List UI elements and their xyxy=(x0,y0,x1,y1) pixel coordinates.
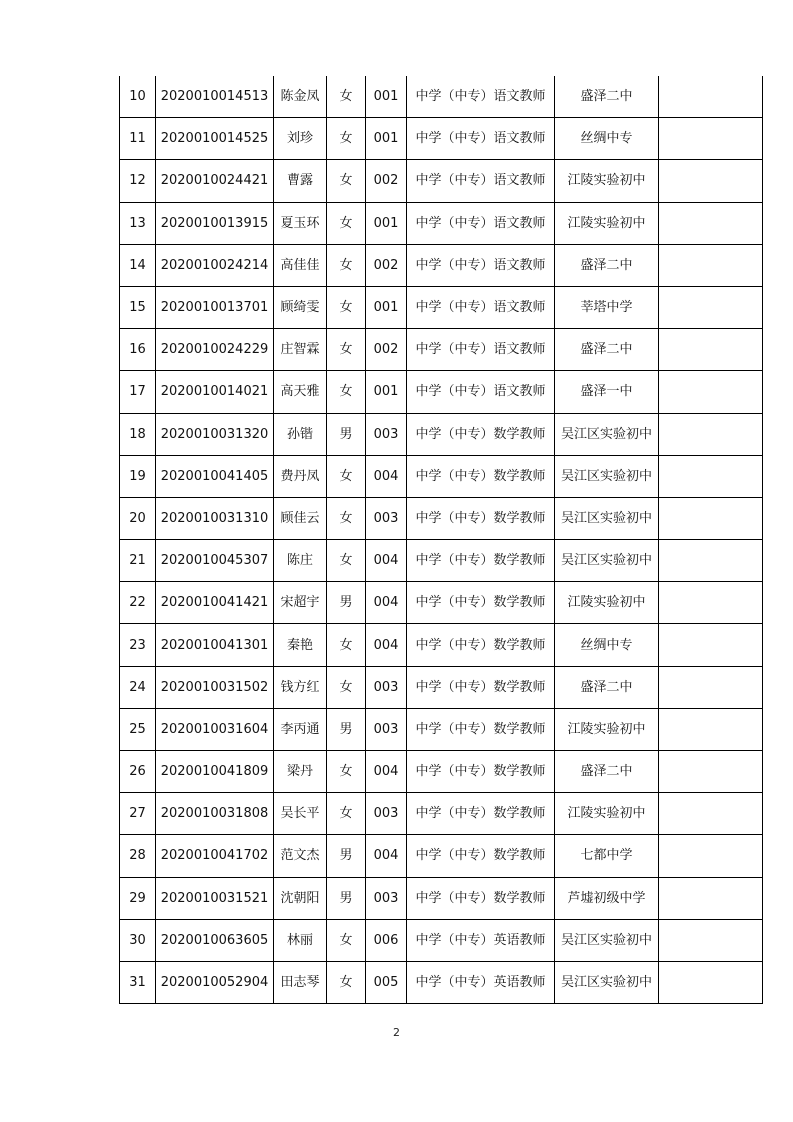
position-code-cell: 003 xyxy=(366,793,407,835)
table-row xyxy=(120,835,763,877)
position-code-cell: 001 xyxy=(366,76,407,118)
position-cell: 中学（中专）语文教师 xyxy=(407,118,555,160)
exam-id-cell: 2020010031604 xyxy=(156,708,274,750)
roster-body xyxy=(120,76,763,1004)
gender-cell: 女 xyxy=(327,371,366,413)
school-cell: 盛泽二中 xyxy=(555,666,659,708)
school-cell: 江陵实验初中 xyxy=(555,160,659,202)
position-code-cell: 003 xyxy=(366,877,407,919)
row-number-cell: 31 xyxy=(120,961,156,1003)
candidate-name-cell: 李丙通 xyxy=(274,708,327,750)
candidate-name-cell: 高天雅 xyxy=(274,371,327,413)
candidate-name-cell: 沈朝阳 xyxy=(274,877,327,919)
position-cell: 中学（中专）数学教师 xyxy=(407,708,555,750)
gender-cell: 女 xyxy=(327,202,366,244)
school-cell: 吴江区实验初中 xyxy=(555,540,659,582)
row-number-cell: 13 xyxy=(120,202,156,244)
note-cell xyxy=(659,202,763,244)
school-cell: 吴江区实验初中 xyxy=(555,919,659,961)
candidate-name-cell: 宋超宇 xyxy=(274,582,327,624)
page-number: 2 xyxy=(393,1026,400,1039)
gender-cell: 男 xyxy=(327,582,366,624)
position-cell: 中学（中专）语文教师 xyxy=(407,76,555,118)
note-cell xyxy=(659,708,763,750)
school-cell: 丝绸中专 xyxy=(555,624,659,666)
note-cell xyxy=(659,919,763,961)
position-code-cell: 005 xyxy=(366,961,407,1003)
school-cell: 吴江区实验初中 xyxy=(555,961,659,1003)
note-cell xyxy=(659,497,763,539)
school-cell: 盛泽二中 xyxy=(555,329,659,371)
gender-cell: 女 xyxy=(327,497,366,539)
gender-cell: 女 xyxy=(327,793,366,835)
gender-cell: 女 xyxy=(327,919,366,961)
position-cell: 中学（中专）语文教师 xyxy=(407,160,555,202)
position-code-cell: 001 xyxy=(366,286,407,328)
exam-id-cell: 2020010014513 xyxy=(156,76,274,118)
position-cell: 中学（中专）英语教师 xyxy=(407,919,555,961)
position-code-cell: 004 xyxy=(366,582,407,624)
roster-table xyxy=(119,76,763,1004)
note-cell xyxy=(659,582,763,624)
position-cell: 中学（中专）数学教师 xyxy=(407,540,555,582)
position-code-cell: 004 xyxy=(366,624,407,666)
candidate-name-cell: 钱方红 xyxy=(274,666,327,708)
candidate-name-cell: 高佳佳 xyxy=(274,244,327,286)
school-cell: 江陵实验初中 xyxy=(555,793,659,835)
school-cell: 盛泽二中 xyxy=(555,76,659,118)
row-number-cell: 10 xyxy=(120,76,156,118)
gender-cell: 男 xyxy=(327,877,366,919)
position-code-cell: 003 xyxy=(366,708,407,750)
position-code-cell: 002 xyxy=(366,244,407,286)
note-cell xyxy=(659,160,763,202)
table-row xyxy=(120,371,763,413)
table-row xyxy=(120,118,763,160)
table-row xyxy=(120,751,763,793)
school-cell: 吴江区实验初中 xyxy=(555,497,659,539)
row-number-cell: 21 xyxy=(120,540,156,582)
position-cell: 中学（中专）数学教师 xyxy=(407,835,555,877)
row-number-cell: 29 xyxy=(120,877,156,919)
note-cell xyxy=(659,455,763,497)
school-cell: 盛泽二中 xyxy=(555,751,659,793)
note-cell xyxy=(659,244,763,286)
note-cell xyxy=(659,961,763,1003)
exam-id-cell: 2020010063605 xyxy=(156,919,274,961)
row-number-cell: 11 xyxy=(120,118,156,160)
exam-id-cell: 2020010024229 xyxy=(156,329,274,371)
exam-id-cell: 2020010052904 xyxy=(156,961,274,1003)
table-row xyxy=(120,455,763,497)
note-cell xyxy=(659,413,763,455)
candidate-name-cell: 范文杰 xyxy=(274,835,327,877)
gender-cell: 女 xyxy=(327,118,366,160)
school-cell: 芦墟初级中学 xyxy=(555,877,659,919)
position-cell: 中学（中专）数学教师 xyxy=(407,751,555,793)
table-row xyxy=(120,286,763,328)
table-row xyxy=(120,793,763,835)
table-row xyxy=(120,919,763,961)
position-cell: 中学（中专）数学教师 xyxy=(407,497,555,539)
note-cell xyxy=(659,751,763,793)
table-row xyxy=(120,244,763,286)
position-cell: 中学（中专）数学教师 xyxy=(407,793,555,835)
gender-cell: 男 xyxy=(327,708,366,750)
table-row xyxy=(120,329,763,371)
note-cell xyxy=(659,329,763,371)
row-number-cell: 20 xyxy=(120,497,156,539)
row-number-cell: 30 xyxy=(120,919,156,961)
candidate-name-cell: 顾佳云 xyxy=(274,497,327,539)
position-cell: 中学（中专）数学教师 xyxy=(407,582,555,624)
candidate-name-cell: 陈庄 xyxy=(274,540,327,582)
gender-cell: 女 xyxy=(327,244,366,286)
exam-id-cell: 2020010041421 xyxy=(156,582,274,624)
note-cell xyxy=(659,540,763,582)
gender-cell: 女 xyxy=(327,961,366,1003)
row-number-cell: 25 xyxy=(120,708,156,750)
position-cell: 中学（中专）数学教师 xyxy=(407,413,555,455)
row-number-cell: 24 xyxy=(120,666,156,708)
position-code-cell: 004 xyxy=(366,835,407,877)
position-cell: 中学（中专）数学教师 xyxy=(407,877,555,919)
row-number-cell: 19 xyxy=(120,455,156,497)
candidate-name-cell: 顾绮雯 xyxy=(274,286,327,328)
position-cell: 中学（中专）语文教师 xyxy=(407,202,555,244)
exam-id-cell: 2020010045307 xyxy=(156,540,274,582)
school-cell: 吴江区实验初中 xyxy=(555,413,659,455)
note-cell xyxy=(659,793,763,835)
exam-id-cell: 2020010024421 xyxy=(156,160,274,202)
exam-id-cell: 2020010014525 xyxy=(156,118,274,160)
note-cell xyxy=(659,76,763,118)
position-cell: 中学（中专）数学教师 xyxy=(407,455,555,497)
position-cell: 中学（中专）语文教师 xyxy=(407,286,555,328)
position-cell: 中学（中专）语文教师 xyxy=(407,244,555,286)
candidate-name-cell: 林丽 xyxy=(274,919,327,961)
candidate-name-cell: 吴长平 xyxy=(274,793,327,835)
row-number-cell: 22 xyxy=(120,582,156,624)
position-cell: 中学（中专）数学教师 xyxy=(407,666,555,708)
school-cell: 江陵实验初中 xyxy=(555,582,659,624)
school-cell: 盛泽二中 xyxy=(555,244,659,286)
table-row xyxy=(120,624,763,666)
table-row xyxy=(120,202,763,244)
position-cell: 中学（中专）英语教师 xyxy=(407,961,555,1003)
position-code-cell: 003 xyxy=(366,413,407,455)
note-cell xyxy=(659,666,763,708)
position-cell: 中学（中专）语文教师 xyxy=(407,329,555,371)
note-cell xyxy=(659,877,763,919)
row-number-cell: 16 xyxy=(120,329,156,371)
candidate-name-cell: 庄智霖 xyxy=(274,329,327,371)
row-number-cell: 17 xyxy=(120,371,156,413)
school-cell: 江陵实验初中 xyxy=(555,708,659,750)
exam-id-cell: 2020010013915 xyxy=(156,202,274,244)
row-number-cell: 28 xyxy=(120,835,156,877)
position-cell: 中学（中专）语文教师 xyxy=(407,371,555,413)
note-cell xyxy=(659,286,763,328)
gender-cell: 女 xyxy=(327,540,366,582)
row-number-cell: 23 xyxy=(120,624,156,666)
row-number-cell: 27 xyxy=(120,793,156,835)
candidate-name-cell: 费丹凤 xyxy=(274,455,327,497)
note-cell xyxy=(659,118,763,160)
position-code-cell: 004 xyxy=(366,540,407,582)
school-cell: 七都中学 xyxy=(555,835,659,877)
gender-cell: 女 xyxy=(327,160,366,202)
row-number-cell: 14 xyxy=(120,244,156,286)
gender-cell: 女 xyxy=(327,751,366,793)
position-code-cell: 004 xyxy=(366,751,407,793)
table-row xyxy=(120,708,763,750)
row-number-cell: 18 xyxy=(120,413,156,455)
school-cell: 吴江区实验初中 xyxy=(555,455,659,497)
position-code-cell: 001 xyxy=(366,118,407,160)
exam-id-cell: 2020010014021 xyxy=(156,371,274,413)
gender-cell: 女 xyxy=(327,666,366,708)
candidate-name-cell: 梁丹 xyxy=(274,751,327,793)
school-cell: 丝绸中专 xyxy=(555,118,659,160)
exam-id-cell: 2020010031320 xyxy=(156,413,274,455)
candidate-name-cell: 曹露 xyxy=(274,160,327,202)
exam-id-cell: 2020010024214 xyxy=(156,244,274,286)
exam-id-cell: 2020010041405 xyxy=(156,455,274,497)
gender-cell: 男 xyxy=(327,835,366,877)
table-row xyxy=(120,540,763,582)
table-row xyxy=(120,961,763,1003)
candidate-name-cell: 陈金凤 xyxy=(274,76,327,118)
school-cell: 盛泽一中 xyxy=(555,371,659,413)
gender-cell: 男 xyxy=(327,413,366,455)
exam-id-cell: 2020010041301 xyxy=(156,624,274,666)
row-number-cell: 15 xyxy=(120,286,156,328)
gender-cell: 女 xyxy=(327,624,366,666)
school-cell: 江陵实验初中 xyxy=(555,202,659,244)
candidate-name-cell: 夏玉环 xyxy=(274,202,327,244)
position-code-cell: 001 xyxy=(366,202,407,244)
table-row xyxy=(120,582,763,624)
exam-id-cell: 2020010041702 xyxy=(156,835,274,877)
table-row xyxy=(120,877,763,919)
table-row xyxy=(120,413,763,455)
position-code-cell: 003 xyxy=(366,497,407,539)
position-code-cell: 002 xyxy=(366,329,407,371)
position-code-cell: 004 xyxy=(366,455,407,497)
gender-cell: 女 xyxy=(327,455,366,497)
row-number-cell: 26 xyxy=(120,751,156,793)
exam-id-cell: 2020010031310 xyxy=(156,497,274,539)
exam-id-cell: 2020010013701 xyxy=(156,286,274,328)
position-code-cell: 003 xyxy=(366,666,407,708)
gender-cell: 女 xyxy=(327,76,366,118)
exam-id-cell: 2020010031521 xyxy=(156,877,274,919)
position-code-cell: 001 xyxy=(366,371,407,413)
gender-cell: 女 xyxy=(327,329,366,371)
candidate-name-cell: 孙锴 xyxy=(274,413,327,455)
table-row xyxy=(120,666,763,708)
candidate-name-cell: 秦艳 xyxy=(274,624,327,666)
position-code-cell: 006 xyxy=(366,919,407,961)
row-number-cell: 12 xyxy=(120,160,156,202)
position-cell: 中学（中专）数学教师 xyxy=(407,624,555,666)
position-code-cell: 002 xyxy=(366,160,407,202)
table-row xyxy=(120,497,763,539)
school-cell: 莘塔中学 xyxy=(555,286,659,328)
candidate-name-cell: 刘珍 xyxy=(274,118,327,160)
note-cell xyxy=(659,624,763,666)
note-cell xyxy=(659,371,763,413)
table-row xyxy=(120,160,763,202)
exam-id-cell: 2020010031808 xyxy=(156,793,274,835)
candidate-name-cell: 田志琴 xyxy=(274,961,327,1003)
gender-cell: 女 xyxy=(327,286,366,328)
exam-id-cell: 2020010041809 xyxy=(156,751,274,793)
table-row xyxy=(120,76,763,118)
exam-id-cell: 2020010031502 xyxy=(156,666,274,708)
note-cell xyxy=(659,835,763,877)
